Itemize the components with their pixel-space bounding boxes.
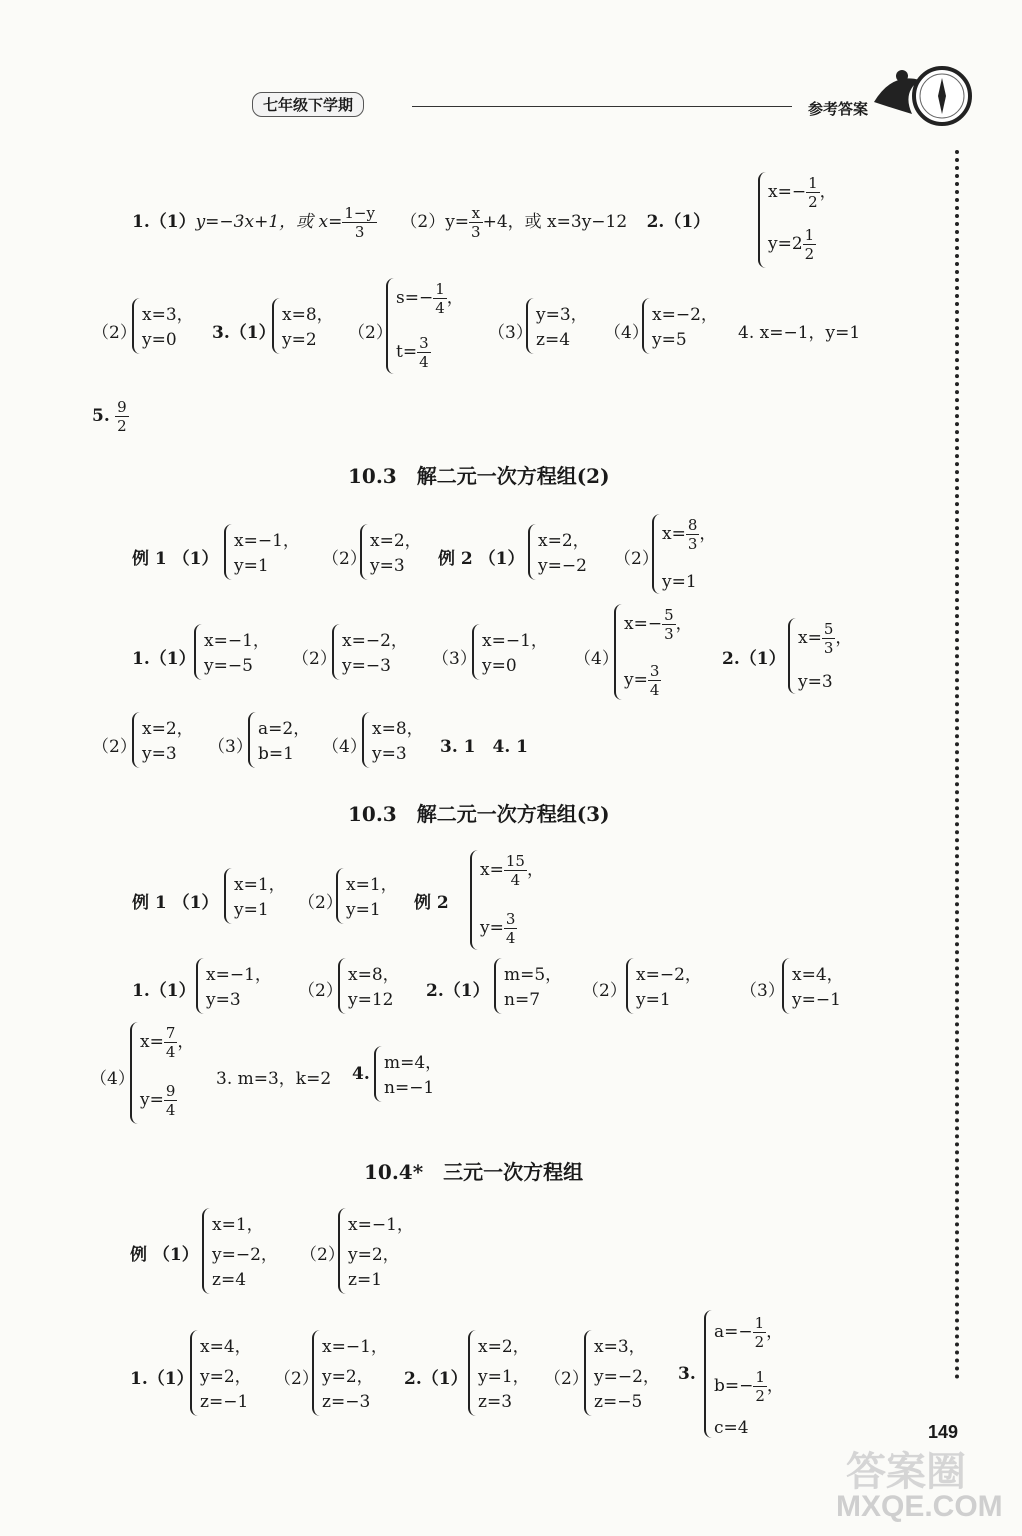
equation-system: x=−2， y=5	[642, 298, 722, 354]
header-grade-label: 七年级下学期	[252, 92, 364, 117]
equation-system: y=3， z=4	[526, 298, 596, 354]
compass-logo-icon	[872, 62, 984, 130]
answer-text: y=−3x+1，或 x=	[195, 212, 343, 232]
item-label: （3）	[740, 981, 785, 1001]
item-label: （4）	[604, 323, 649, 343]
page-number: 149	[928, 1422, 959, 1442]
equation-system: x=8， y=2	[272, 298, 342, 354]
item-label: 例 2 （1）	[438, 549, 525, 569]
item-label: （2）	[92, 737, 137, 757]
item-label: （4）	[322, 737, 367, 757]
answer-text: 4. x=−1，y=1	[738, 323, 861, 343]
watermark-url: MXQE.COM	[836, 1490, 1003, 1523]
item-label: （2）	[298, 981, 343, 1001]
equation-system: x=3， y=0	[132, 298, 202, 354]
item-label: 1.（1）	[132, 212, 196, 232]
equation-system: m=4， n=−1	[374, 1046, 454, 1102]
header-rule	[412, 106, 792, 107]
section-title: 10.3 解二元一次方程组(3)	[348, 802, 610, 826]
watermark-logo: 答案圈	[846, 1450, 966, 1494]
item-label: （2）	[92, 323, 137, 343]
item-label: （2）	[544, 1369, 589, 1389]
equation-system: x=2， y=3	[360, 524, 430, 580]
item-label: （4）	[90, 1069, 135, 1089]
item-label: （3）	[432, 649, 477, 669]
equation-system: x=− $\frac{5}{3}$ ， y= $\frac{3}{4}$	[614, 604, 704, 700]
equation-system: a=2， b=1	[248, 712, 318, 768]
equation-system: x= $\frac{5}{3}$ ， y=3	[788, 618, 868, 694]
item-label: 2.（1）	[646, 212, 711, 232]
section-title: 10.3 解二元一次方程组(2)	[348, 464, 610, 488]
equation-system: x=2， y=3	[132, 712, 202, 768]
item-label: （2）	[300, 1245, 345, 1265]
equation-system: a=− $\frac{1}{2}$ ， b=− $\frac{1}{2}$ ， c=4	[704, 1310, 800, 1438]
item-label: 4.	[352, 1064, 370, 1084]
item-label: （2）	[614, 549, 659, 569]
equation-system: x=−1， y=2， z=−3	[312, 1330, 392, 1416]
item-label: 2.（1）	[426, 981, 490, 1001]
item-label: （2）	[298, 893, 343, 913]
equation-system: x=4， y=−1	[782, 958, 862, 1014]
item-label: 1.（1）	[130, 1369, 194, 1389]
item-label: （2）	[322, 549, 367, 569]
item-label: （2）	[292, 649, 337, 669]
equation-system: m=5， n=7	[494, 958, 564, 1014]
equation-system: s=− $\frac{1}{4}$ ， t= $\frac{3}{4}$	[386, 278, 476, 374]
equation-system: x=1， y=1	[224, 868, 294, 924]
fraction: $\frac{9}{2}$	[117, 398, 127, 435]
fraction: $\frac{x}{3}$	[471, 204, 481, 241]
item-label: （3）	[208, 737, 253, 757]
answer-text: （2）y=	[400, 212, 470, 232]
item-label: 3.	[678, 1364, 696, 1384]
item-label: （2）	[274, 1369, 319, 1389]
item-label: （3）	[488, 323, 533, 343]
answer-text: +4，或 x=3y−12	[482, 212, 628, 232]
item-label: （2）	[348, 323, 393, 343]
equation-system: x=2， y=1， z=3	[468, 1330, 538, 1416]
answer-text: 3. 1 4. 1	[440, 737, 528, 757]
equation-system: x=−2， y=1	[626, 958, 706, 1014]
item-label: 5.	[92, 406, 110, 426]
item-label: 例 1 （1）	[132, 549, 219, 569]
equation-system: x=−1， y=1	[224, 524, 304, 580]
equation-system: x=8， y=12	[338, 958, 408, 1014]
equation-system: x= $\frac{7}{4}$ ， y= $\frac{9}{4}$	[130, 1022, 210, 1124]
item-label: 例 （1）	[130, 1245, 199, 1265]
equation-system: x=3， y=−2， z=−5	[584, 1330, 664, 1416]
equation-system: x=2， y=−2	[528, 524, 608, 580]
item-label: 1.（1）	[132, 981, 196, 1001]
item-label: 例 2	[414, 893, 449, 913]
equation-system: x=− $\frac{1}{2}$ ， y=2 $\frac{1}{2}$	[758, 172, 858, 268]
equation-system: x=−1， y=−5	[194, 624, 274, 680]
right-margin-dotted-line	[955, 150, 965, 1380]
section-title: 10.4* 三元一次方程组	[364, 1160, 584, 1184]
equation-system: x= $\frac{15}{4}$ ， y= $\frac{3}{4}$	[470, 850, 560, 950]
item-label: 2.（1）	[404, 1369, 468, 1389]
equation-system: x=1， y=1	[336, 868, 406, 924]
equation-system: x=8， y=3	[362, 712, 432, 768]
equation-system: x=4， y=2， z=−1	[190, 1330, 270, 1416]
fraction: $\frac{1-y}{3}$	[344, 204, 375, 241]
equation-system: x=−1， y=3	[196, 958, 276, 1014]
item-label: 3.（1）	[212, 323, 276, 343]
item-label: 1.（1）	[132, 649, 196, 669]
item-label: （2）	[582, 981, 627, 1001]
answer-text: 3. m=3，k=2	[216, 1069, 332, 1089]
header-answers-label: 参考答案	[808, 101, 869, 118]
equation-system: x= $\frac{8}{3}$ ， y=1	[652, 514, 732, 594]
equation-system: x=−2， y=−3	[332, 624, 412, 680]
item-label: 2.（1）	[722, 649, 786, 669]
equation-system: x=−1， y=0	[472, 624, 552, 680]
equation-system: x=1， y=−2， z=4	[202, 1208, 282, 1294]
item-label: 例 1 （1）	[132, 893, 219, 913]
item-label: （4）	[574, 649, 619, 669]
equation-system: x=−1， y=2， z=1	[338, 1208, 418, 1294]
